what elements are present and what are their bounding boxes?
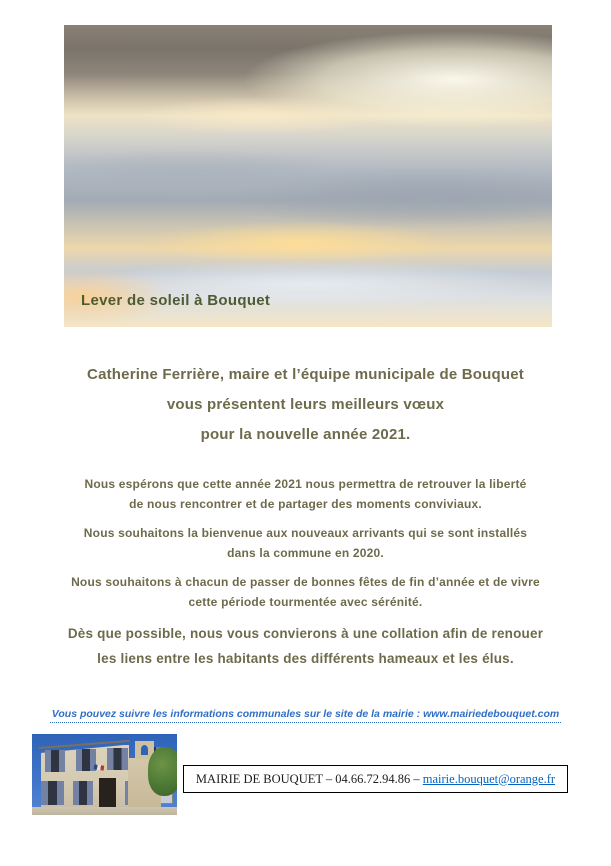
website-info-text: Vous pouvez suivre les informations communales sur le site de la mairie : www.mairiedebouquet.com (50, 708, 561, 723)
greeting-line-2: vous présentent leurs meilleurs vœux (166, 396, 445, 413)
contact-box (183, 765, 568, 793)
paragraph-wishes-line-2: cette période tourmentée avec sérénité. (188, 595, 423, 609)
bell-arch (141, 745, 149, 755)
building-door (99, 778, 116, 807)
building-window (76, 749, 96, 772)
contact-text: MAIRIE DE BOUQUET – 04.66.72.94.86 – (195, 771, 423, 786)
paragraph-invitation-line-1: Dès que possible, nous vous convierons à une collation afin de renouer (67, 626, 544, 641)
paragraph-hope (30, 474, 581, 514)
building-window (107, 748, 127, 771)
sunrise-photo (64, 25, 552, 327)
text-column (30, 360, 581, 723)
ground (32, 807, 177, 815)
photo-caption: Lever de soleil à Bouquet (81, 292, 271, 309)
building-window (73, 781, 93, 805)
tree (148, 747, 177, 796)
paragraph-welcome-line-1: Nous souhaitons la bienvenue aux nouveaux arrivants qui se sont installés (83, 526, 528, 540)
paragraph-hope-line-2: de nous rencontrer et de partager des moments conviviaux. (129, 497, 482, 511)
building-window (45, 750, 65, 772)
greeting-line-1: Catherine Ferrière, maire et l’équipe municipale de Bouquet (87, 366, 524, 383)
paragraph-hope-line-1: Nous espérons que cette année 2021 nous permettra de retrouver la liberté (84, 477, 527, 491)
paragraph-wishes-line-1: Nous souhaitons à chacun de passer de bonnes fêtes de fin d’année et de vivre (71, 575, 540, 589)
paragraph-wishes (30, 572, 581, 612)
paragraph-welcome (30, 523, 581, 563)
building-window (41, 781, 64, 805)
paragraph-invitation-line-2: les liens entre les habitants des différents hameaux et les élus. (97, 651, 514, 666)
greeting-heading (30, 360, 581, 450)
website-info-line (30, 708, 581, 723)
paragraph-invitation (30, 621, 581, 671)
paragraph-welcome-line-2: dans la commune en 2020. (227, 546, 384, 560)
town-hall-photo (32, 734, 177, 815)
greeting-line-3: pour la nouvelle année 2021. (200, 426, 411, 443)
french-flag (94, 764, 105, 770)
email-link[interactable]: mairie.bouquet@orange.fr (422, 771, 556, 786)
